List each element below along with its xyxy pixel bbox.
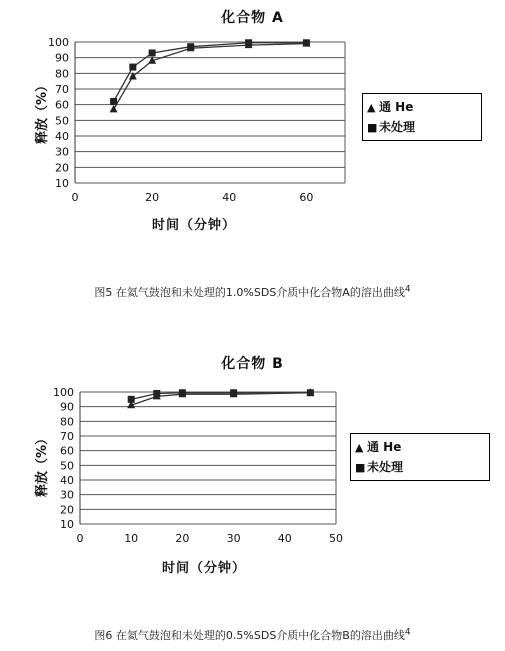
y-tick-label: 80	[55, 67, 69, 81]
y-tick-label: 80	[60, 415, 74, 429]
series-line-2	[114, 43, 307, 102]
caption-reference: 4	[404, 284, 411, 295]
y-tick-label: 90	[60, 400, 74, 414]
legend-item	[367, 117, 477, 137]
y-tick-label: 70	[60, 430, 74, 443]
data-point-square	[245, 39, 252, 46]
x-axis-label: 时间（分钟）	[152, 218, 237, 233]
caption-text: 图6 在氦气鼓泡和未处理的0.5%SDS介质中化合物B的溶出曲线	[94, 629, 405, 642]
y-tick-label: 20	[60, 503, 74, 517]
figure-caption	[0, 284, 505, 300]
legend	[350, 433, 490, 481]
legend	[362, 93, 482, 141]
y-tick-label: 40	[55, 130, 69, 143]
square-icon: ■	[355, 461, 366, 474]
data-point-square	[128, 396, 135, 403]
data-point-square	[187, 43, 194, 50]
triangle-icon: ▲	[355, 441, 364, 454]
x-axis-label: 时间（分钟）	[162, 561, 247, 576]
legend-item	[355, 457, 485, 477]
y-tick-label: 100	[53, 386, 74, 399]
legend-label: 通 He	[367, 440, 402, 454]
data-point-square	[149, 49, 156, 56]
x-tick-label: 60	[299, 191, 314, 204]
x-tick-label: 40	[222, 191, 237, 204]
legend-item	[355, 437, 485, 457]
series-line-1	[114, 44, 307, 110]
data-point-square	[230, 389, 237, 396]
chart-title: 化合物 B	[221, 356, 284, 372]
y-tick-label: 30	[55, 145, 69, 159]
x-tick-label: 20	[175, 532, 190, 545]
y-tick-label: 30	[60, 488, 74, 502]
chart-compound-a	[0, 0, 505, 320]
y-axis-label: 释放（%）	[35, 431, 51, 498]
figure-caption	[0, 627, 505, 643]
y-tick-label: 50	[60, 459, 74, 473]
y-tick-label: 20	[55, 161, 69, 175]
chart-compound-b	[0, 345, 505, 651]
y-tick-label: 100	[48, 36, 69, 49]
data-point-triangle	[110, 105, 118, 113]
x-tick-label: 0	[76, 532, 84, 545]
legend-item	[367, 97, 477, 117]
caption-text: 图5 在氦气鼓泡和未处理的1.0%SDS介质中化合物A的溶出曲线	[94, 286, 405, 299]
data-point-square	[129, 64, 136, 71]
y-axis-label: 释放（%）	[35, 78, 51, 145]
y-tick-label: 70	[55, 83, 69, 96]
x-tick-label: 30	[226, 532, 241, 545]
legend-label: 未处理	[379, 120, 416, 134]
plot-area	[0, 377, 505, 592]
x-tick-label: 10	[124, 532, 139, 545]
chart-title: 化合物 A	[221, 10, 284, 26]
y-tick-label: 40	[60, 474, 74, 487]
data-point-square	[179, 389, 186, 396]
y-tick-label: 60	[55, 98, 69, 112]
y-tick-label: 50	[55, 114, 69, 128]
triangle-icon: ▲	[367, 101, 376, 114]
y-tick-label: 10	[55, 177, 69, 190]
x-tick-label: 0	[71, 191, 79, 204]
data-point-square	[307, 389, 314, 396]
x-tick-label: 20	[145, 191, 160, 204]
legend-label: 通 He	[379, 100, 414, 114]
x-tick-label: 50	[329, 532, 343, 545]
legend-label: 未处理	[367, 460, 404, 474]
y-tick-label: 60	[60, 444, 74, 458]
y-tick-label: 90	[55, 51, 69, 65]
data-point-square	[110, 98, 117, 105]
y-tick-label: 10	[60, 518, 74, 531]
data-point-square	[303, 39, 310, 46]
data-point-square	[153, 390, 160, 397]
caption-reference: 4	[404, 627, 411, 638]
square-icon: ■	[367, 121, 378, 134]
x-tick-label: 40	[277, 532, 292, 545]
